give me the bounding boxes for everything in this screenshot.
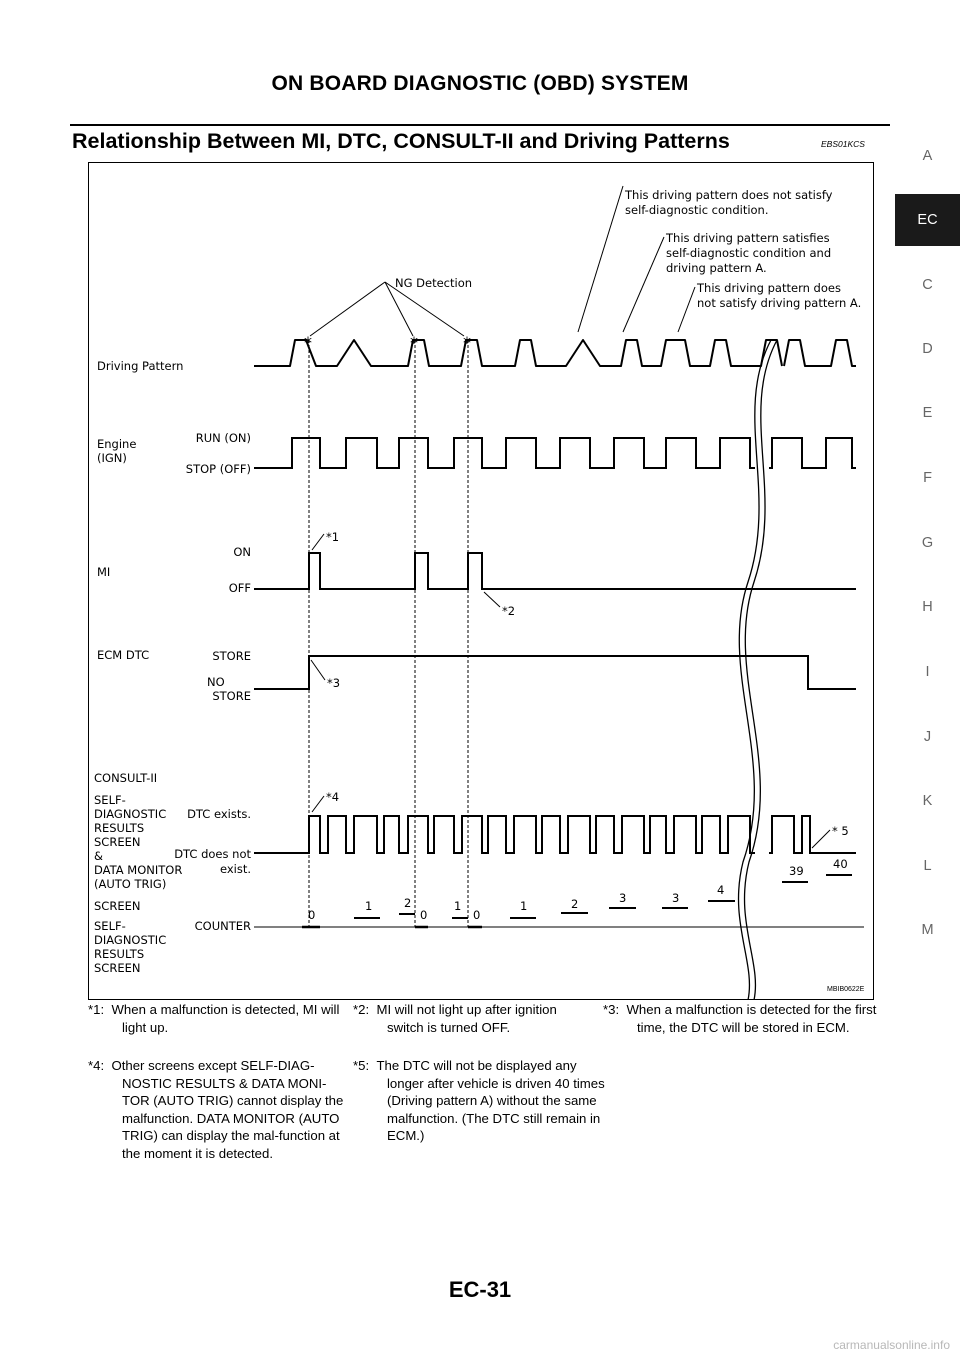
engine-waveform: [254, 438, 755, 468]
footnote-5: [353, 1057, 612, 1145]
marker-1: *1: [326, 530, 340, 544]
nav-item-f[interactable]: F: [923, 470, 932, 486]
footnote-3-text: When a malfunction is detected for the first time, the DTC will be stored in ECM.: [626, 1002, 877, 1035]
counter-2-a: 2: [404, 896, 412, 910]
counter-1-b: 1: [454, 899, 462, 913]
label-counter: COUNTER: [194, 919, 251, 933]
counter-39: 39: [789, 864, 804, 878]
counter-4: 4: [717, 883, 725, 897]
counter-40: 40: [833, 857, 848, 871]
footnote-1-text: When a malfunction is detected, MI will light up.: [111, 1002, 340, 1035]
ng-mark-2: *: [410, 333, 418, 352]
callout-satisfies-1: This driving pattern satisfies: [666, 231, 830, 245]
label-mi: MI: [97, 565, 111, 579]
counter-3-a: 3: [619, 891, 627, 905]
driving-pattern-waveform: [254, 340, 782, 366]
footnote-2: [353, 1001, 587, 1036]
section-ref-code: EBS01KCS: [821, 139, 865, 149]
label-consult-1: CONSULT-II: [94, 771, 158, 785]
label-run-on: RUN (ON): [195, 431, 251, 445]
footnote-2-text: MI will not light up after ignition switch is turned OFF.: [376, 1002, 557, 1035]
footnote-4-mark: *4:: [88, 1058, 105, 1073]
page-number: EC-31: [448, 1277, 512, 1302]
label-stop-off: STOP (OFF): [185, 462, 251, 476]
footnote-4: [88, 1057, 352, 1163]
nav-item-ec[interactable]: EC: [895, 194, 960, 246]
section-title: Relationship Between MI, DTC, CONSULT-II and Driving Patterns: [72, 129, 730, 153]
footnote-4-text: Other screens except SELF-DIAG-NOSTIC RESULTS & DATA MONI-TOR (AUTO TRIG) cannot display the malfunction. DATA MONITOR (AUTO TRIG) can display the mal-function at the moment it is detected.: [111, 1058, 344, 1161]
label-ecm-dtc: ECM DTC: [97, 648, 150, 662]
counter-0-c: 0: [473, 908, 481, 922]
label-dtc-not-exist-2: exist.: [219, 862, 251, 876]
counter-3-b: 3: [672, 891, 680, 905]
nav-item-a[interactable]: A: [922, 148, 933, 164]
counter-0-b: 0: [420, 908, 428, 922]
footnote-1: [88, 1001, 352, 1036]
nav-item-e[interactable]: E: [922, 405, 933, 421]
label-driving-pattern: Driving Pattern: [97, 359, 184, 373]
ng-mark-3: *: [463, 333, 471, 352]
footnote-5-text: The DTC will not be displayed any longer after vehicle is driven 40 times (Driving pattern A) without the same malfunction. (The DTC still remain in ECM.): [376, 1058, 605, 1144]
label-consult-4: RESULTS: [94, 821, 145, 835]
label-engine: Engine: [97, 437, 137, 451]
nav-item-d[interactable]: D: [922, 341, 933, 357]
label-dtc-exists: DTC exists.: [187, 807, 251, 821]
label-store: STORE: [212, 649, 251, 663]
label-self-diag-1: SELF-: [94, 919, 126, 933]
label-self-diag-3: RESULTS: [94, 947, 145, 961]
nav-item-h[interactable]: H: [922, 599, 933, 615]
nav-item-i[interactable]: I: [925, 664, 930, 680]
timing-diagram-svg: [88, 162, 874, 1000]
nav-item-j[interactable]: J: [923, 729, 932, 745]
label-no-store: STORE: [212, 689, 251, 703]
ng-detection-label: NG Detection: [395, 276, 473, 290]
figure-code: MBIB0622E: [827, 986, 865, 993]
label-consult-7: DATA MONITOR: [94, 863, 183, 877]
label-dtc-not-exist-1: DTC does not: [174, 847, 251, 861]
callout-satisfies-2: self-diagnostic condition and: [666, 246, 832, 260]
label-consult-3: DIAGNOSTIC: [94, 807, 167, 821]
label-self-diag-4: SCREEN: [94, 961, 141, 975]
callout-not-satisfy-a-1: This driving pattern does: [697, 281, 841, 295]
footnote-5-mark: *5:: [353, 1058, 370, 1073]
counter-1-c: 1: [520, 899, 528, 913]
label-self-diag-2: DIAGNOSTIC: [94, 933, 167, 947]
footnote-1-mark: *1:: [88, 1002, 105, 1017]
callout-not-satisfy-condition-2: self-diagnostic condition.: [625, 203, 769, 217]
mi-waveform: [254, 553, 856, 589]
label-off: OFF: [228, 581, 251, 595]
marker-2: *2: [502, 604, 516, 618]
nav-item-l[interactable]: L: [923, 858, 932, 874]
counter-0-a: 0: [308, 908, 316, 922]
header-rule: [70, 124, 890, 126]
label-consult-8: (AUTO TRIG): [94, 877, 167, 891]
label-consult-6: &: [94, 849, 103, 863]
ecm-dtc-waveform: [254, 656, 856, 689]
page-header-title: ON BOARD DIAGNOSTIC (OBD) SYSTEM: [271, 72, 689, 95]
nav-item-g[interactable]: G: [921, 535, 934, 551]
timing-diagram: [88, 162, 874, 1000]
nav-item-m[interactable]: M: [921, 922, 934, 938]
callout-not-satisfy-a-2: not satisfy driving pattern A.: [697, 296, 862, 310]
nav-item-k[interactable]: K: [922, 793, 933, 809]
label-on: ON: [233, 545, 251, 559]
counter-1-a: 1: [365, 899, 373, 913]
consult-waveform: [254, 816, 755, 853]
callout-satisfies-3: driving pattern A.: [666, 261, 767, 275]
footnote-2-mark: *2:: [353, 1002, 370, 1017]
nav-item-c[interactable]: C: [922, 277, 933, 293]
footnote-3-mark: *3:: [603, 1002, 620, 1017]
marker-3: *3: [327, 676, 341, 690]
footnote-3: [603, 1001, 879, 1036]
callout-not-satisfy-condition-1: This driving pattern does not satisfy: [625, 188, 833, 202]
label-no: NO: [207, 675, 225, 689]
side-nav: [895, 0, 960, 1000]
counter-2-b: 2: [571, 897, 579, 911]
label-consult-5: SCREEN: [94, 835, 141, 849]
label-consult-9: SCREEN: [94, 899, 141, 913]
marker-5: * 5: [832, 824, 849, 838]
watermark: carmanualsonline.info: [833, 1338, 950, 1352]
ng-mark-1: *: [304, 333, 312, 352]
marker-4: *4: [326, 790, 340, 804]
label-ign: (IGN): [97, 451, 127, 465]
label-consult-2: SELF-: [94, 793, 126, 807]
